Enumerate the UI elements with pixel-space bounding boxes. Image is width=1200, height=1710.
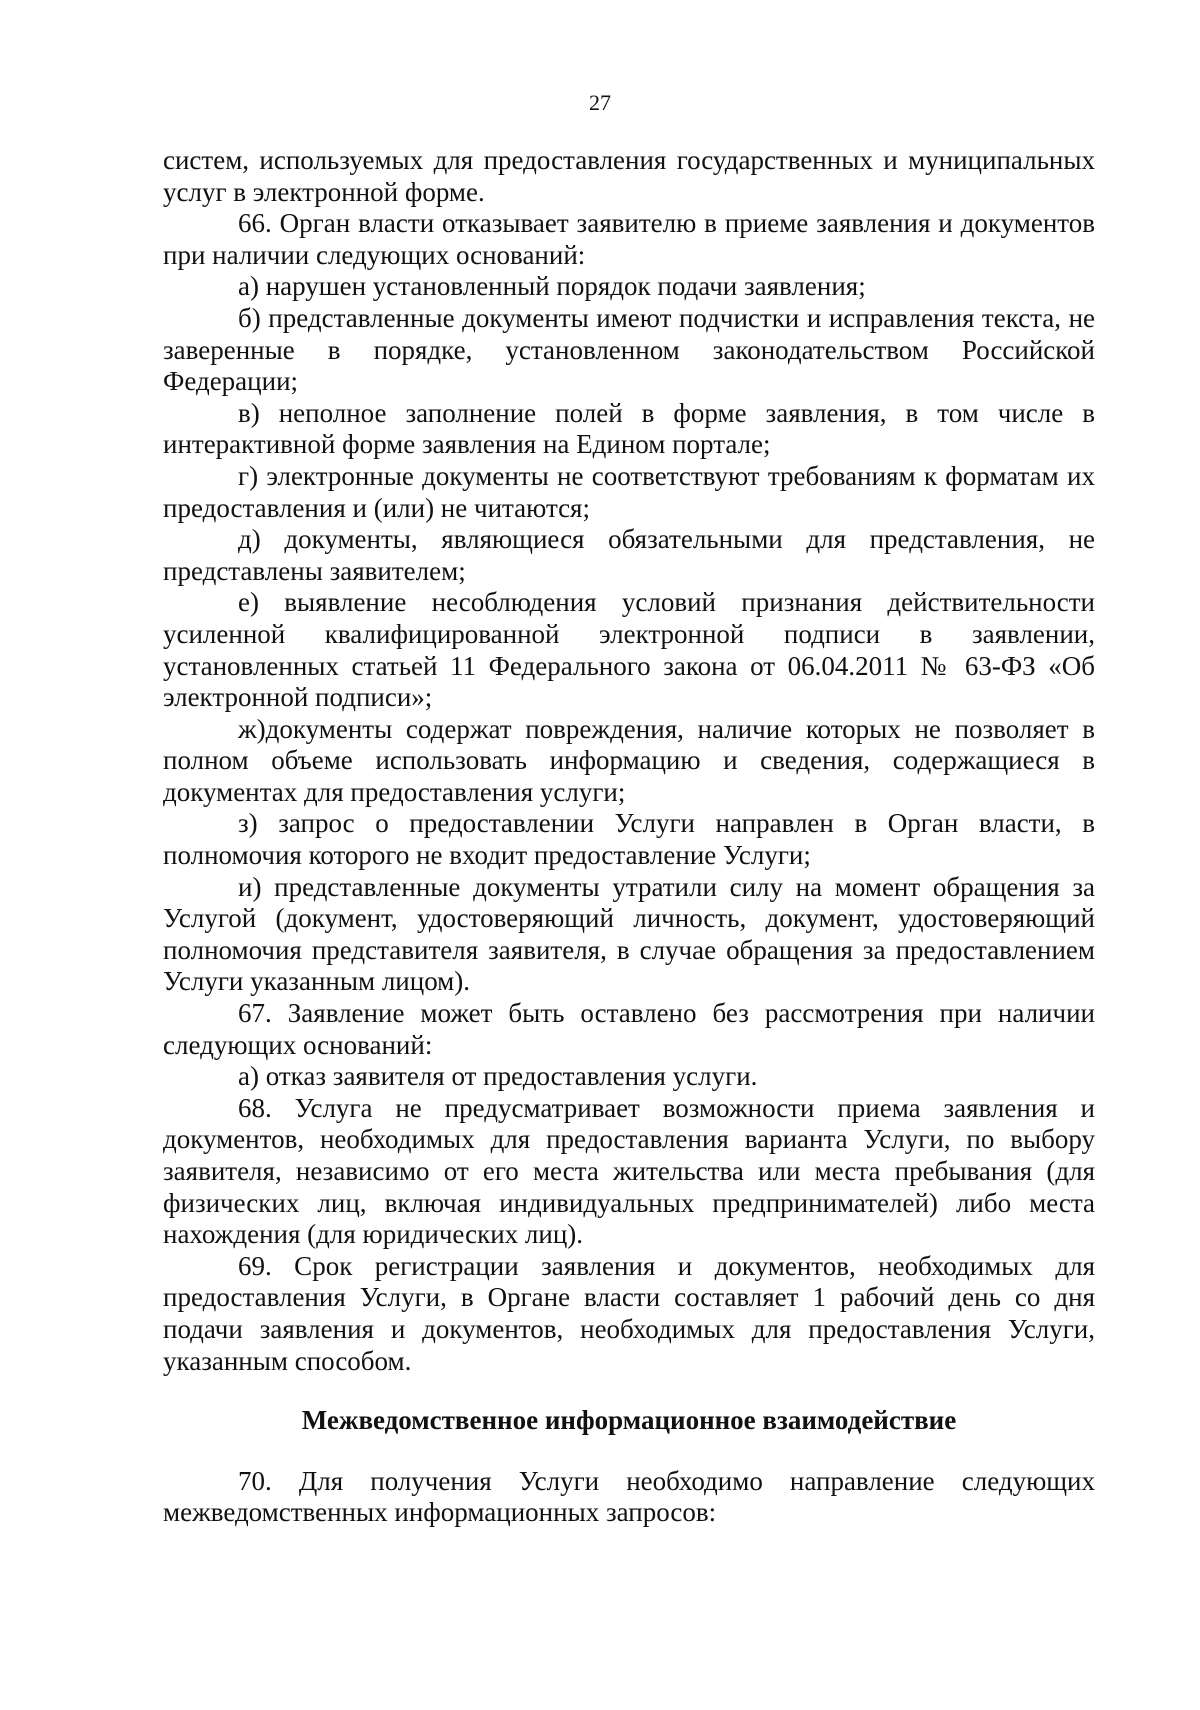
list-item-g: г) электронные документы не соответствуют требованиям к форматам их предоставления и (или) не читаются; [163, 460, 1095, 523]
section-heading: Межведомственное информационное взаимодействие [301, 1405, 957, 1436]
paragraph-68: 68. Услуга не предусматривает возможности приема заявления и документов, необходимых для предоставления варианта Услуги, по выбору заявителя, независимо от его места жительства или места пребывания (для физических лиц, включая индивидуальных предпринимателей) либо места нахождения (для юридических лиц). [163, 1092, 1095, 1250]
list-item-e: е) выявление несоблюдения условий признания действительности усиленной квалифицированной электронной подписи в заявлении, установленных статьей 11 Федерального закона от 06.04.2011 № 63-ФЗ «Об электронной подписи»; [163, 587, 1095, 713]
list-item-d: д) документы, являющиеся обязательными для представления, не представлены заявителем; [163, 524, 1095, 586]
list-item-67-a: а) отказ заявителя от предоставления услуги. [238, 1061, 758, 1092]
list-item-zh: ж)документы содержат повреждения, наличие которых не позволяет в полном объеме использовать информацию и сведения, содержащиеся в документах для предоставления услуги; [163, 713, 1095, 807]
list-item-b: б) представленные документы имеют подчистки и исправления текста, не заверенные в порядке, установленном законодательством Российской Федерации; [163, 302, 1095, 397]
list-item-v: в) неполное заполнение полей в форме заявления, в том числе в интерактивной форме заявления на Едином портале; [163, 397, 1095, 460]
list-item-z: з) запрос о предоставлении Услуги направлен в Орган власти, в полномочия которого не входит предоставление Услуги; [163, 808, 1095, 871]
paragraph-67: 67. Заявление может быть оставлено без рассмотрения при наличии следующих оснований: [163, 998, 1095, 1060]
paragraph-69: 69. Срок регистрации заявления и документов, необходимых для предоставления Услуги, в Органе власти составляет 1 рабочий день со дня подачи заявления и документов, необходимых для предоставления Услуги, указанным способом. [163, 1250, 1095, 1376]
list-item-a: а) нарушен установленный порядок подачи заявления; [238, 271, 866, 302]
list-item-i: и) представленные документы утратили силу на момент обращения за Услугой (документ, удостоверяющий личность, документ, удостоверяющий полномочия представителя заявителя, в случае обращения за предоставлением Услуги указанным лицом). [163, 871, 1095, 997]
document-body [163, 145, 1095, 1529]
paragraph-70: 70. Для получения Услуги необходимо направление следующих межведомственных информационных запросов: [163, 1465, 1095, 1528]
paragraph-66: 66. Орган власти отказывает заявителю в приеме заявления и документов при наличии следующих оснований: [163, 208, 1095, 270]
paragraph-continuation: систем, используемых для предоставления государственных и муниципальных услуг в электронной форме. [163, 145, 1095, 207]
page-number: 27 [589, 90, 611, 115]
